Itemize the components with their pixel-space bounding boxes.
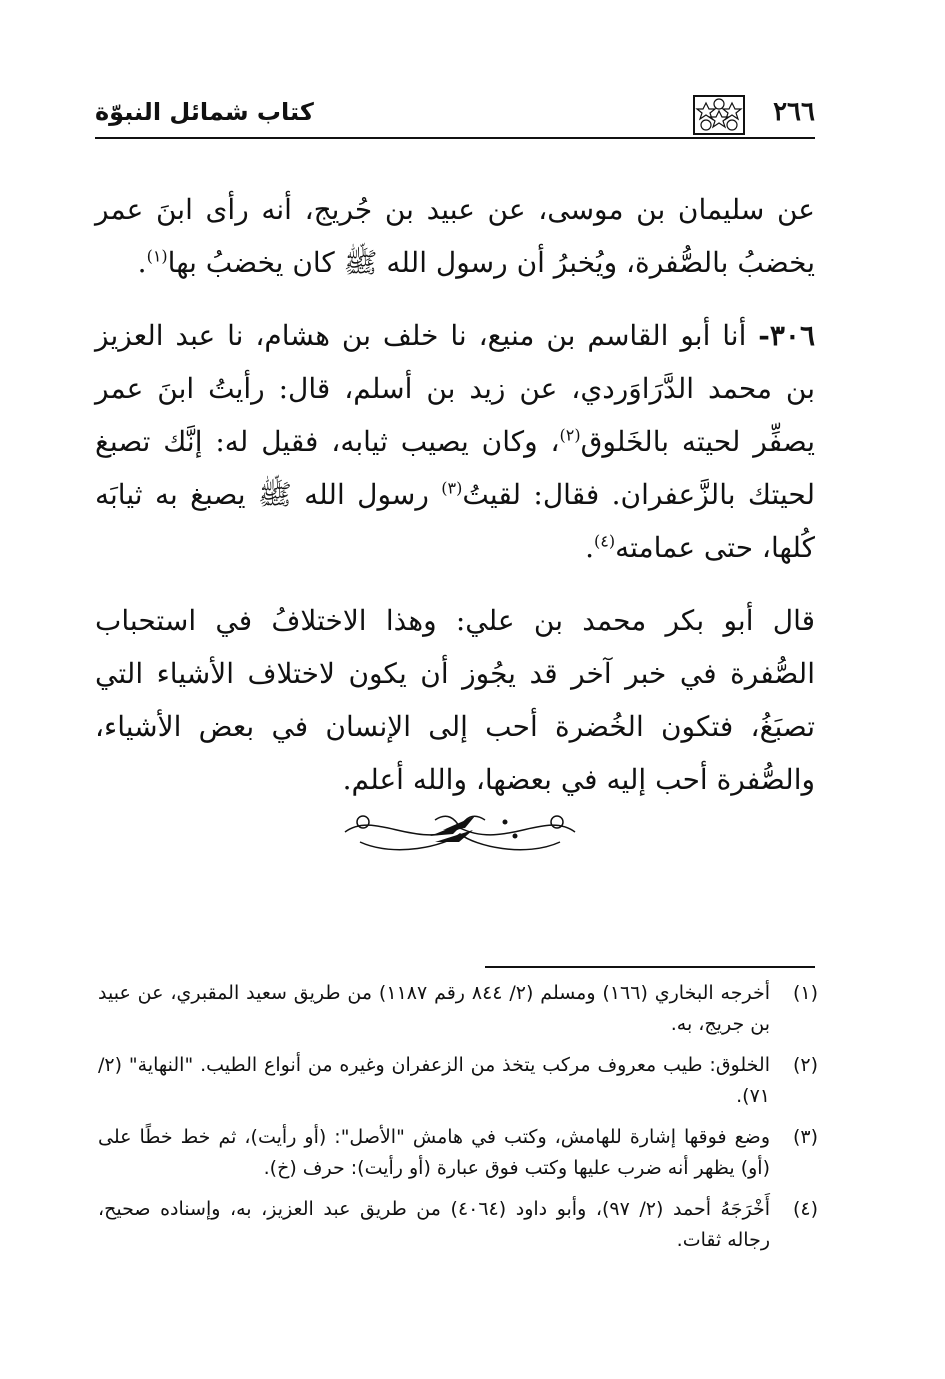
hadith-number: ٣٠٦- xyxy=(758,319,816,352)
page-number: ٢٦٦ xyxy=(773,97,815,127)
footnote-number: (٣) xyxy=(792,1126,818,1148)
footnotes xyxy=(98,978,818,1266)
main-text xyxy=(95,183,815,826)
footnote-1 xyxy=(98,978,818,1040)
paragraph-1: عن سليمان بن موسى، عن عبيد بن جُريج، أنه رأى ابنَ عمر يخضبُ بالصُّفرة، ويُخبرُ أن رسول الله ﷺ كان يخضبُ بها$^{(١)}$. xyxy=(95,193,815,279)
footnote-ref-4: (٤) xyxy=(594,531,616,551)
footnote-number: (٤) xyxy=(792,1198,818,1220)
footnote-number: (٢) xyxy=(792,1054,818,1076)
paragraph-3: قال أبو بكر محمد بن علي: وهذا الاختلافُ في استحباب الصُّفرة في خبر آخر قد يجُوز أن يكون لاختلاف الأشياء التي تصبَغُ، فتكون الخُضرة أحب إلى الإنسان في بعض الأشياء، والصُّفرة أحب إليه في بعضها، والله أعلم. xyxy=(95,604,815,796)
footnote-3 xyxy=(98,1122,818,1184)
footnote-ref-2: (٢) xyxy=(559,425,581,445)
book-title: كتاب شمائل النبوّة xyxy=(95,98,314,126)
footnote-text: أخرجه البخاري (١٦٦) ومسلم (٢/ ٨٤٤ رقم ١١٨٧) من طريق سعيد المقبري، عن عبيد بن جريج، به. xyxy=(98,982,770,1035)
footnote-ref-3: (٣) xyxy=(441,478,463,498)
footnote-ref-1: (١) xyxy=(146,246,168,266)
footnote-text: أَخْرَجَهُ أحمد (٢/ ٩٧)، وأبو داود (٤٠٦٤) من طريق عبد العزيز، به، وإسناده صحيح، رجاله ثقات. xyxy=(98,1198,770,1251)
footnote-2 xyxy=(98,1050,818,1112)
footnote-text: الخلوق: طيب معروف مركب يتخذ من الزعفران وغيره من أنواع الطيب. "النهاية" (٢/ ٧١). xyxy=(98,1054,770,1107)
page-header xyxy=(95,95,815,145)
footnote-text: وضع فوقها إشارة للهامش، وكتب في هامش "الأصل": (أو رأيت)، ثم خط خطًا على (أو) يظهر أنه ضرب عليها وكتب فوق عبارة (أو رأيت): حرف (خ). xyxy=(98,1126,770,1179)
star-ornament-icon xyxy=(693,95,745,135)
header-rule xyxy=(95,137,815,139)
footnote-number: (١) xyxy=(792,982,818,1004)
footnote-rule xyxy=(485,966,815,968)
floral-separator-icon xyxy=(335,800,585,860)
footnote-4 xyxy=(98,1194,818,1256)
hadith-306: ٣٠٦- أنا أبو القاسم بن منيع، نا خلف بن هشام، نا عبد العزيز بن محمد الدَّرَاوَردي، عن زيد بن أسلم، قال: رأيتُ ابنَ عمر يصفِّر لحيته بالخَلوق$^{(٢)}$، وكان يصيب ثيابه، فقيل له: إنَّك تصبغ لحيتك بالزَّعفران. فقال: لقيتُ$^{(٣)}$ رسول الله ﷺ يصبغ به ثيابَه كُلها، حتى عمامته$^{(٤)}$. xyxy=(95,319,816,564)
